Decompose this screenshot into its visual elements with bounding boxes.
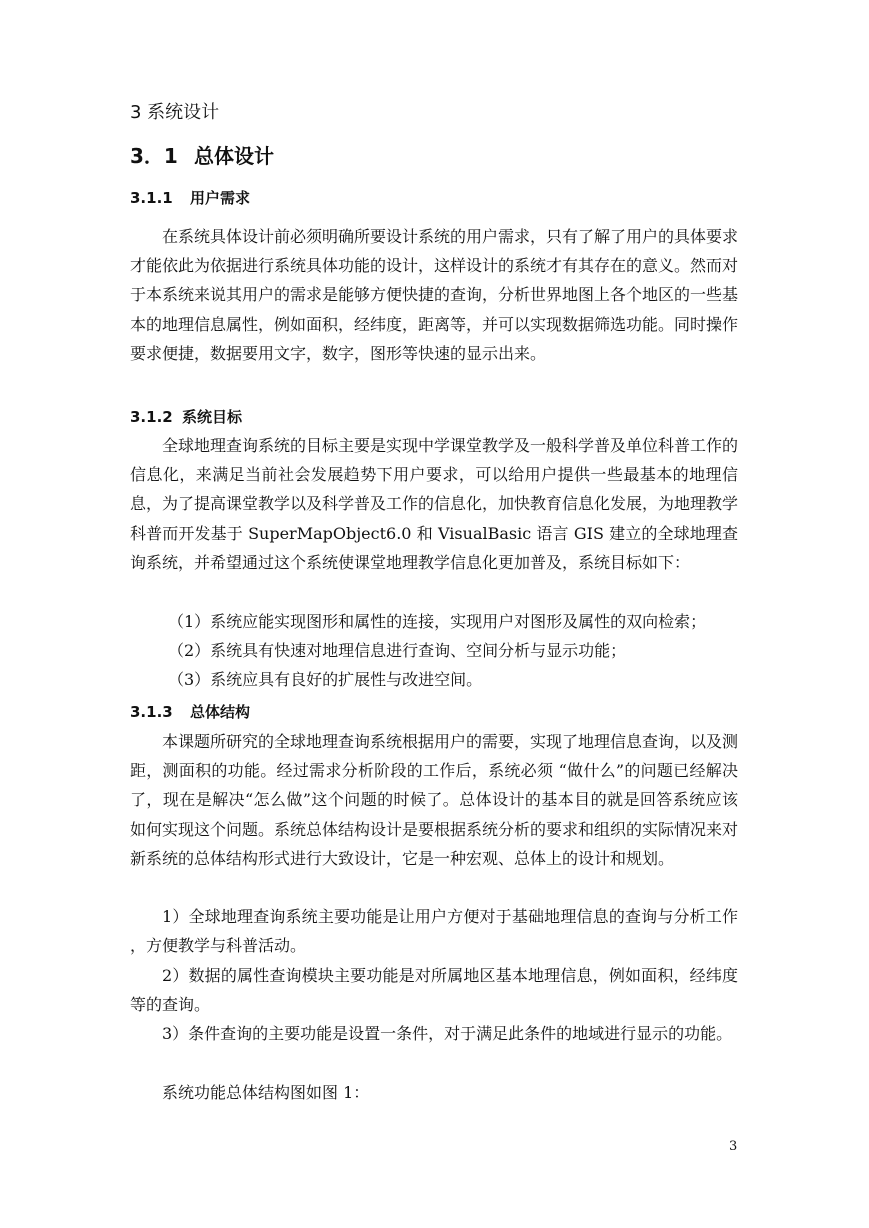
subsection-title: 系统目标 bbox=[182, 408, 243, 426]
subsection-title: 用户需求 bbox=[190, 189, 251, 207]
subsection-number: 3.1.2 bbox=[130, 408, 173, 426]
paragraph-user-needs: 在系统具体设计前必须明确所要设计系统的用户需求，只有了解了用户的具体要求才能依此为依据进行系统具体功能的设计，这样设计的系统才有其存在的意义。然而对于本系统来说其用户的需求是能够方便快捷的查询，分析世界地图上各个地区的一些基本的地理信息属性，例如面积，经纬度，距离等，并可以实现数据筛选功能。同时操作要求便捷，数据要用文字，数字，图形等快速的显示出来。 bbox=[130, 227, 739, 363]
chapter-heading: 3 系统设计 bbox=[130, 102, 220, 123]
subsection-heading-system-goals bbox=[130, 406, 242, 428]
goal-item-1: （1）系统应能实现图形和属性的连接，实现用户对图形及属性的双向检索； bbox=[168, 612, 707, 631]
goal-item-2: （2）系统具有快速对地理信息进行查询、空间分析与显示功能； bbox=[168, 641, 627, 660]
subsection-title: 总体结构 bbox=[190, 703, 251, 721]
section-number: 3．1 bbox=[130, 144, 178, 168]
page-number: 3 bbox=[729, 1139, 738, 1154]
function-item-2: 2）数据的属性查询模块主要功能是对所属地区基本地理信息，例如面积，经纬度等的查询。 bbox=[130, 966, 738, 1015]
closing-line: 系统功能总体结构图如图 1： bbox=[162, 1083, 370, 1102]
subsection-number: 3.1.3 bbox=[130, 703, 173, 721]
paragraph-overall-structure: 本课题所研究的全球地理查询系统根据用户的需要，实现了地理信息查询，以及测距，测面积的功能。经过需求分析阶段的工作后，系统必须 “做什么”的问题已经解决了，现在是解决“怎么做”这个问题的时候了。总体设计的基本目的就是回答系统应该如何实现这个问题。系统总体结构设计是要根据系统分析的要求和组织的实际情况来对新系统的总体结构形式进行大致设计，它是一种宏观、总体上的设计和规划。 bbox=[130, 732, 739, 868]
subsection-number: 3.1.1 bbox=[130, 189, 173, 207]
section-heading bbox=[130, 142, 274, 170]
subsection-heading-overall-structure bbox=[130, 701, 250, 723]
function-item-3: 3）条件查询的主要功能是设置一条件，对于满足此条件的地域进行显示的功能。 bbox=[162, 1024, 733, 1043]
goal-item-3: （3）系统应具有良好的扩展性与改进空间。 bbox=[168, 670, 483, 689]
function-item-1: 1）全球地理查询系统主要功能是让用户方便对于基础地理信息的查询与分析工作 ，方便教学与科普活动。 bbox=[130, 907, 738, 956]
section-title: 总体设计 bbox=[194, 144, 274, 168]
paragraph-system-goals: 全球地理查询系统的目标主要是实现中学课堂教学及一般科学普及单位科普工作的信息化，来满足当前社会发展趋势下用户要求，可以给用户提供一些最基本的地理信息，为了提高课堂教学以及科学普及工作的信息化，加快教育信息化发展，为地理教学科普而开发基于 SuperMapObject6.0 和 VisualBasic 语言 GIS 建立的全球地理查询系统，并希望通过这个系统使课堂地理教学信息化更加普及，系统目标如下： bbox=[130, 436, 739, 572]
subsection-heading-user-needs bbox=[130, 187, 250, 209]
